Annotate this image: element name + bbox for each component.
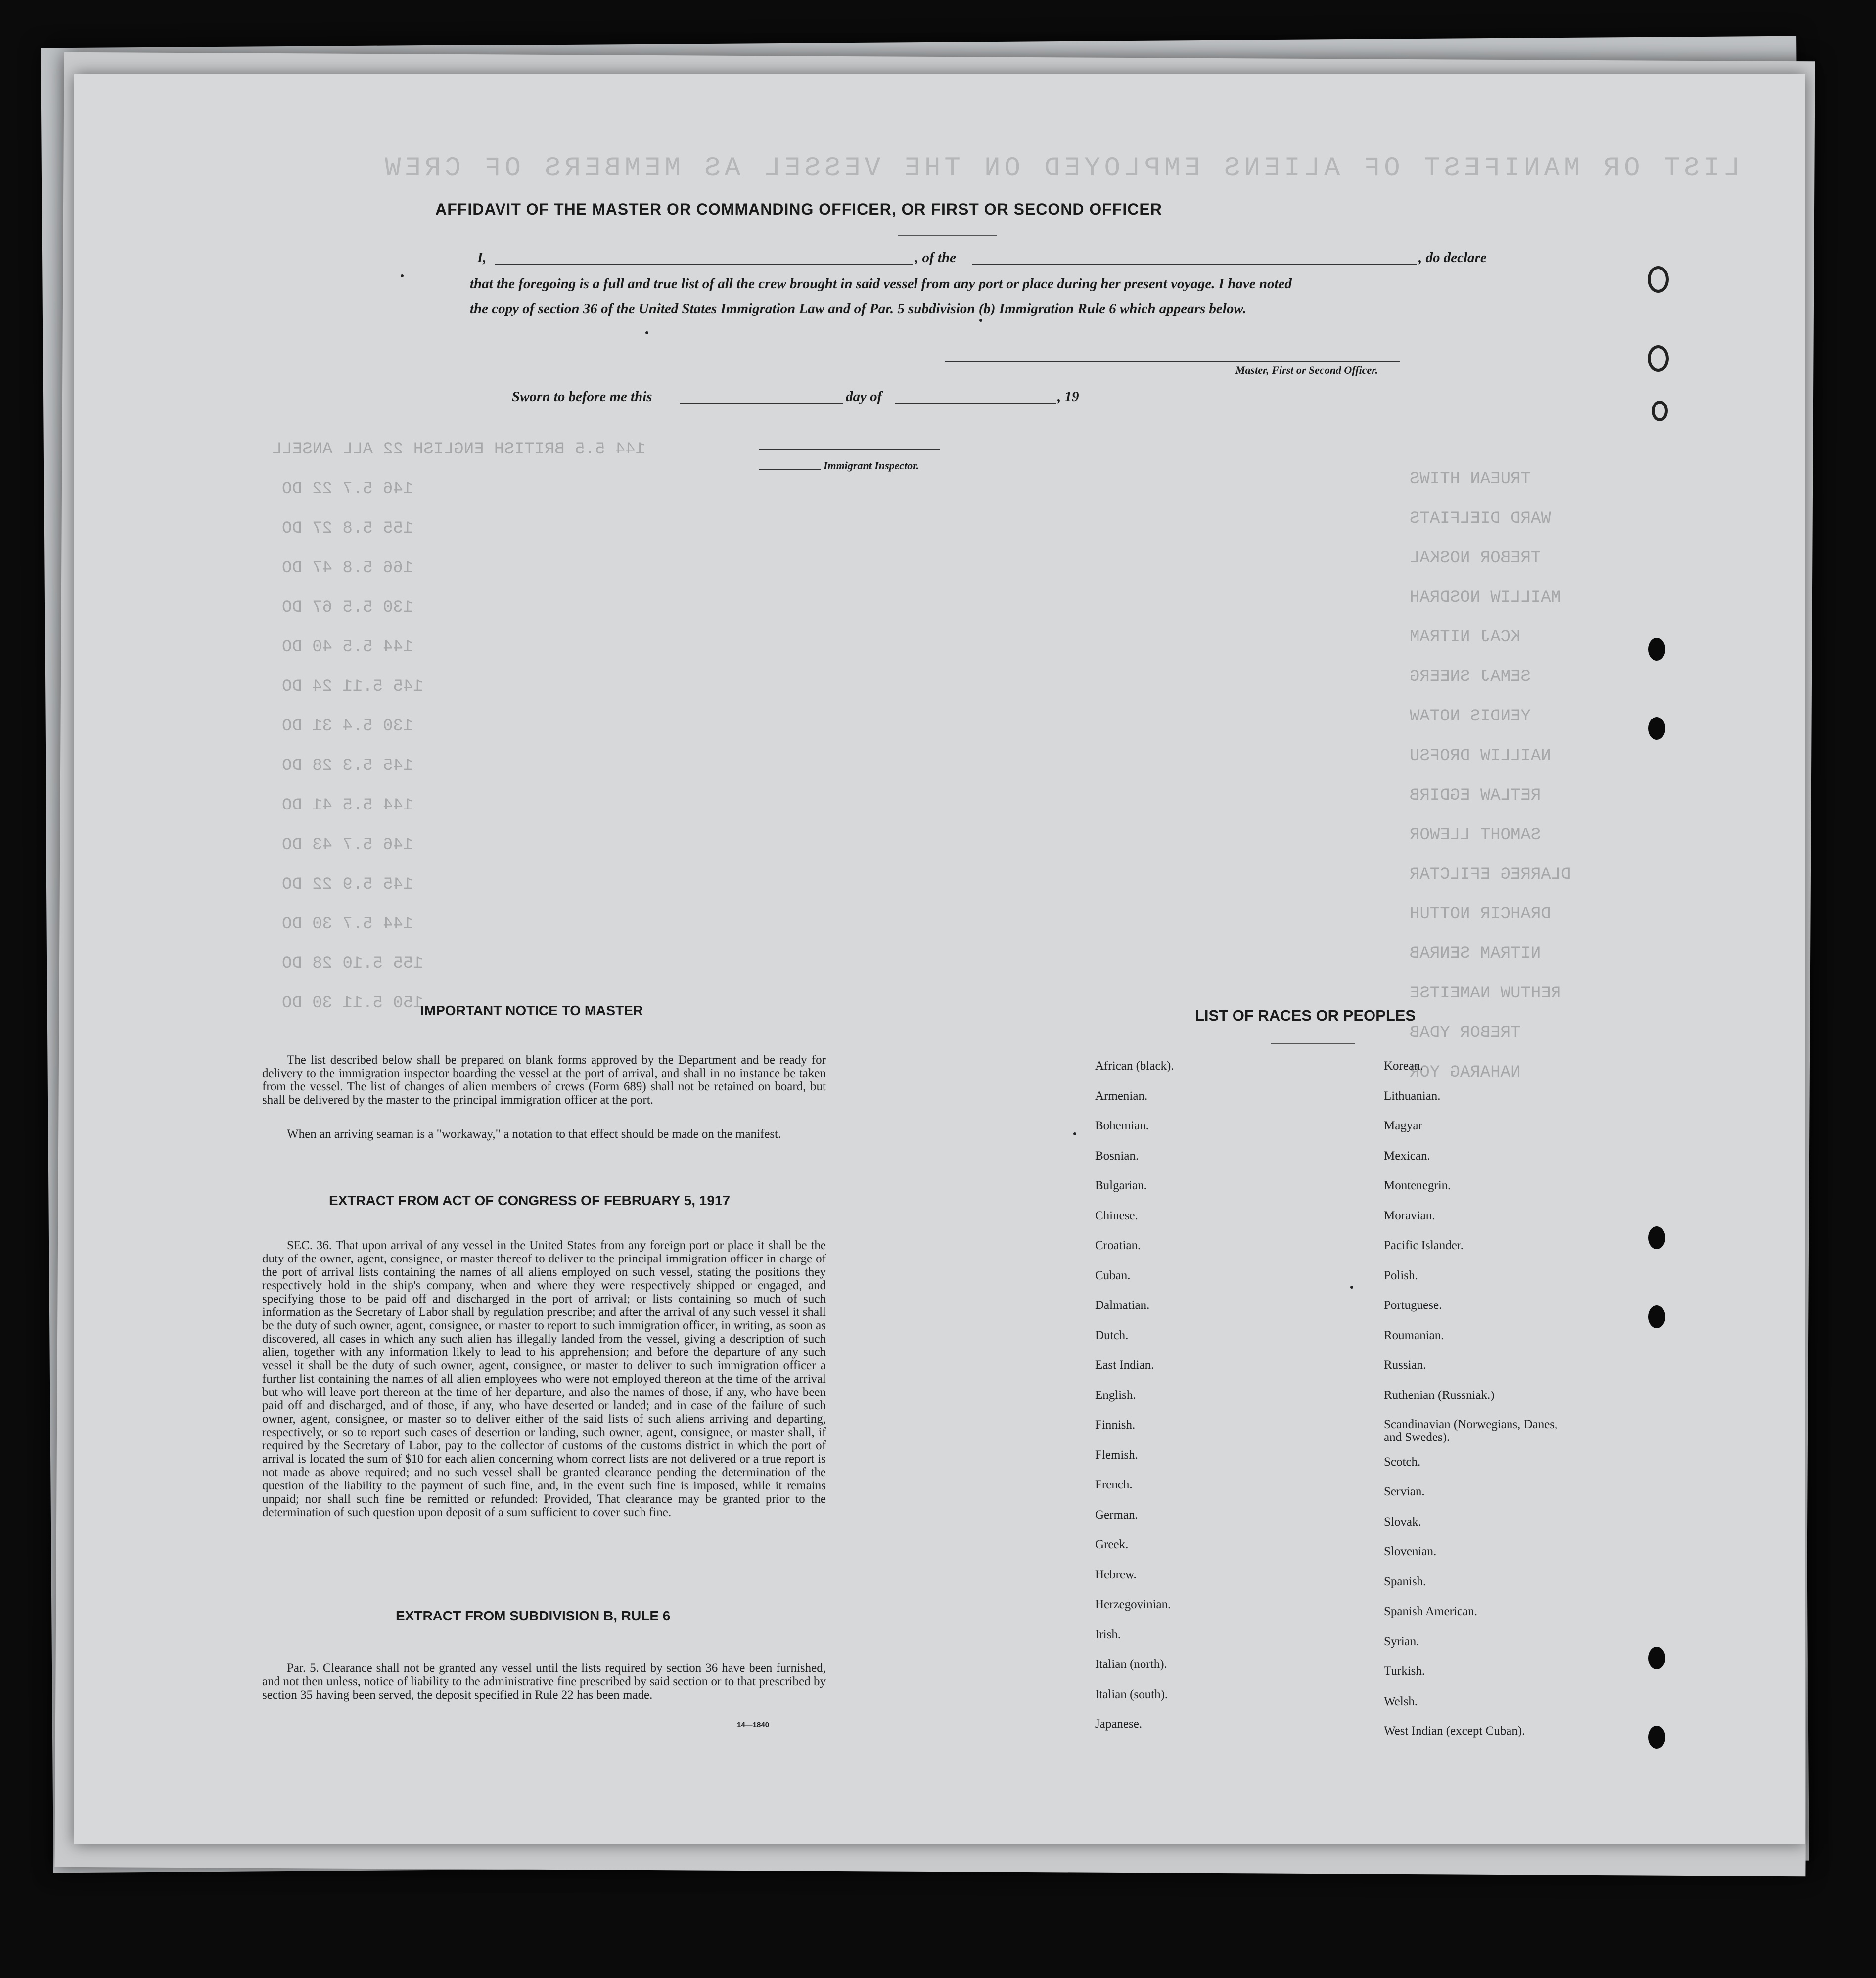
sworn-day-line [680, 403, 843, 404]
race-item: Syrian. [1384, 1634, 1419, 1648]
binder-ring [1648, 266, 1669, 293]
bleed-through-text: SAMOHT LLEWOR [1410, 826, 1541, 845]
rule-paragraph: Par. 5. Clearance shall not be granted any vessel until the lists required by section 36 have been furnished, and not then unless, notice of liability to the administrative fine prescribed by said section or to that prescribed by section 35 having been served, the deposit specified in Rule 22 has been made. [262, 1662, 826, 1702]
binder-ring [1648, 345, 1669, 372]
bleed-through-text: DRAHCIR NOTTUH [1410, 905, 1551, 924]
master-signature-line [945, 361, 1400, 362]
ink-speck [1350, 1286, 1353, 1289]
bleed-through-text: 155 5.8 27 DO [282, 519, 413, 538]
bleed-through-text: 144 5.5 41 DO [282, 796, 413, 815]
race-item: Bulgarian. [1095, 1179, 1147, 1192]
manifest-page [74, 74, 1805, 1844]
race-item: Moravian. [1384, 1209, 1435, 1222]
affidavit-of-label: , of the [915, 250, 956, 266]
race-item: French. [1095, 1478, 1133, 1491]
bleed-through-text: REHTUW NAMEITSE [1410, 984, 1561, 1003]
race-item: Polish. [1384, 1268, 1418, 1282]
bleed-through-text: NAHARAG YOR [1410, 1063, 1521, 1082]
race-item: Finnish. [1095, 1418, 1136, 1432]
bleed-through-text: 144 5.5 BRITISH ENGLISH 22 ALL ANSELL [272, 440, 645, 459]
name-line [495, 264, 913, 265]
race-item: Irish. [1095, 1627, 1121, 1641]
punch-hole [1648, 1226, 1665, 1249]
act-title: EXTRACT FROM ACT OF CONGRESS OF FEBRUARY 5, 1917 [329, 1193, 731, 1208]
bleed-through-text: NITRAM SENRAB [1410, 944, 1541, 963]
race-item: Cuban. [1095, 1268, 1131, 1282]
race-item: Portuguese. [1384, 1299, 1442, 1312]
notice-paragraph-1: The list described below shall be prepared on blank forms approved by the Department and be ready for delivery to the immigration inspector boarding the vessel at the port of arrival, and shall in no instance be taken from the vessel. The list of changes of alien members of crews (Form 689) shall not be retained on board, but shall be delivered by the master to the principal immigration officer at the port. [262, 1053, 826, 1107]
race-item: Montenegrin. [1384, 1179, 1451, 1192]
affidavit-declare-label: , do declare [1418, 250, 1487, 266]
bleed-through-text: KCAJ NITRAM [1410, 628, 1521, 647]
race-item: Dutch. [1095, 1328, 1129, 1342]
punch-hole [1648, 1726, 1665, 1749]
race-item: East Indian. [1095, 1358, 1154, 1372]
race-item: Lithuanian. [1384, 1089, 1441, 1103]
race-item: Spanish. [1384, 1574, 1426, 1588]
race-item: Welsh. [1384, 1694, 1418, 1708]
race-item: Chinese. [1095, 1209, 1138, 1222]
inspector-label: Immigrant Inspector. [824, 459, 919, 472]
sworn-label: Sworn to before me this [512, 389, 652, 405]
bleed-through-text: TRUEAN HTIWS [1410, 470, 1531, 489]
inspector-short-line [759, 469, 821, 470]
race-item: Servian. [1384, 1485, 1425, 1498]
bleed-through-text: 146 5.7 43 DO [282, 836, 413, 854]
bleed-through-text: 146 5.7 22 DO [282, 480, 413, 498]
bleed-through-text: 145 5.9 22 DO [282, 875, 413, 894]
race-item: Flemish. [1095, 1448, 1138, 1462]
notice-paragraph-2: When an arriving seaman is a "workaway," a notation to that effect should be made on the manifest. [287, 1127, 781, 1141]
sworn-year-label: , 19 [1057, 389, 1079, 405]
punch-hole [1648, 638, 1665, 661]
act-section-36-text: SEC. 36. That upon arrival of any vessel in the United States from any foreign port or place it shall be the duty of the owner, agent, consignee, or master thereof to deliver to the principal immigration officer in charge of the port of arrival lists containing the names of all aliens employed on such vessel, stating the positions they respectively hold in the ship's company, when and where they were respectively shipped or engaged, and specifying those to be paid off and discharged in the port of arrival; or lists containing so much of such information as the Secretary of Labor shall by regulation prescribe; and after the arrival of any such vessel it shall be the duty of such owner, agent, consignee, or master to report to such immigration officer, in writing, as soon as discovered, all cases in which any such alien has illegally landed from the vessel, giving a description of such alien, together with any information likely to lead to his apprehension; and before the departure of any such vessel it shall be the duty of such owner, agent, consignee, or master to deliver to such immigration officer a further list containing the names of all alien employees who were not employed thereon at the time of the arrival but who will leave port thereon at the time of her departure, and also the names of those, if any, who have been paid off and discharged, and of those, if any, who have deserted or landed; and in case of the failure of such owner, agent, consignee, or master so to deliver either of the said lists of such aliens arriving and departing, respectively, or so to report such cases of desertion or landing, such owner, agent, consignee, or master shall, if required by the Secretary of Labor, pay to the collector of customs of the customs district in which the port of arrival is located the sum of $10 for each alien concerning whom correct lists are not delivered or a true report is not made as above required; and no such vessel shall be granted clearance pending the determination of the question of the liability to the payment of such fine, and, in the event such fine is imposed, while it remains unpaid; nor shall such fine be remitted or refunded: Provided, That clearance may be granted prior to the determination of such question upon deposit of a sum sufficient to cover such fine. [262, 1239, 826, 1519]
race-item: Ruthenian (Russniak.) [1384, 1388, 1495, 1402]
races-title-rule [1271, 1043, 1355, 1044]
bleed-through-text: 130 5.5 67 DO [282, 598, 413, 617]
race-item: Mexican. [1384, 1149, 1430, 1163]
notice-title: IMPORTANT NOTICE TO MASTER [420, 1003, 643, 1018]
race-item: Slovenian. [1384, 1545, 1437, 1558]
race-item: African (black). [1095, 1059, 1174, 1073]
race-item: Slovak. [1384, 1515, 1421, 1528]
bleed-through-text: 130 5.4 31 DO [282, 717, 413, 736]
bleed-through-text: MAILLIW NOSDRAH [1410, 588, 1561, 607]
race-item: Herzegovinian. [1095, 1598, 1171, 1611]
bleed-through-text: 166 5.8 47 DO [282, 559, 413, 578]
binder-ring [1652, 401, 1668, 421]
sworn-month-line [895, 403, 1056, 404]
race-item: Armenian. [1095, 1089, 1148, 1103]
race-item: Italian (south). [1095, 1687, 1168, 1701]
race-item: Russian. [1384, 1358, 1426, 1372]
form-number: 14—1840 [737, 1721, 770, 1729]
sworn-day-label: day of [846, 389, 882, 405]
bleed-through-text: YENDIS NOTAW [1410, 707, 1531, 726]
vessel-line [972, 264, 1417, 265]
bleed-through-text: WARD DIELFIATS [1410, 509, 1551, 528]
bleed-through-text: NAILLIW DROFSU [1410, 747, 1551, 765]
punch-hole [1648, 717, 1665, 740]
bleed-through-text: 144 5.5 40 DO [282, 638, 413, 657]
race-item: Roumanian. [1384, 1328, 1444, 1342]
affidavit-i-label: I, [477, 250, 487, 266]
race-item: Hebrew. [1095, 1568, 1137, 1581]
bleed-through-text: LIST OR MANIFEST OF ALIENS EMPLOYED ON THE VESSEL AS MEMBERS OF CREW [381, 153, 1740, 183]
rule-title: EXTRACT FROM SUBDIVISION B, RULE 6 [396, 1608, 671, 1623]
ink-speck [979, 319, 982, 322]
bleed-through-text: TREBOR YDAB [1410, 1024, 1521, 1042]
race-item: Bohemian. [1095, 1119, 1149, 1132]
race-item: English. [1095, 1388, 1136, 1402]
race-item: Magyar [1384, 1119, 1422, 1132]
race-item: German. [1095, 1508, 1138, 1522]
race-item: Dalmatian. [1095, 1299, 1150, 1312]
ink-speck [1073, 1132, 1076, 1135]
bleed-through-text: 145 5.11 24 DO [282, 677, 423, 696]
race-item: Bosnian. [1095, 1149, 1139, 1163]
race-item: Italian (north). [1095, 1658, 1167, 1671]
bleed-through-text: TREBOR NOSKAL [1410, 549, 1541, 568]
race-item: Korean. [1384, 1059, 1423, 1073]
race-item: Turkish. [1384, 1664, 1425, 1678]
bleed-through-text: 145 5.3 28 DO [282, 757, 413, 775]
inspector-signature-line [759, 449, 940, 450]
race-item: West Indian (except Cuban). [1384, 1724, 1525, 1738]
ink-speck [401, 274, 404, 277]
title-rule [898, 235, 997, 236]
punch-hole [1648, 1647, 1665, 1669]
race-item: Scandinavian (Norwegians, Danes, and Swedes). [1384, 1418, 1558, 1444]
race-item: Japanese. [1095, 1717, 1143, 1731]
race-item: Spanish American. [1384, 1605, 1477, 1618]
bleed-through-text: 155 5.10 28 DO [282, 954, 423, 973]
bleed-through-text: 144 5.7 30 DO [282, 915, 413, 934]
affidavit-line2: that the foregoing is a full and true list of all the crew brought in said vessel from any port or place during her present voyage. I have noted [470, 276, 1292, 292]
races-title: LIST OF RACES OR PEOPLES [1195, 1007, 1416, 1024]
affidavit-title: AFFIDAVIT OF THE MASTER OR COMMANDING OFFICER, OR FIRST OR SECOND OFFICER [435, 200, 1162, 218]
affidavit-line3: the copy of section 36 of the United States Immigration Law and of Par. 5 subdivision (b) Immigration Rule 6 which appears below. [470, 301, 1246, 316]
race-item: Croatian. [1095, 1239, 1141, 1252]
punch-hole [1648, 1305, 1665, 1328]
ink-speck [645, 331, 648, 334]
bleed-through-text: 150 5.11 30 DO [282, 994, 423, 1013]
race-item: Pacific Islander. [1384, 1239, 1464, 1252]
race-item: Greek. [1095, 1538, 1129, 1551]
bleed-through-text: SEMAJ SNEERG [1410, 668, 1531, 686]
bleed-through-text: DLARREG EFILCTAR [1410, 865, 1571, 884]
master-label: Master, First or Second Officer. [1235, 364, 1378, 376]
race-item: Scotch. [1384, 1455, 1421, 1469]
bleed-through-text: RETLAW EGDIRB [1410, 786, 1541, 805]
